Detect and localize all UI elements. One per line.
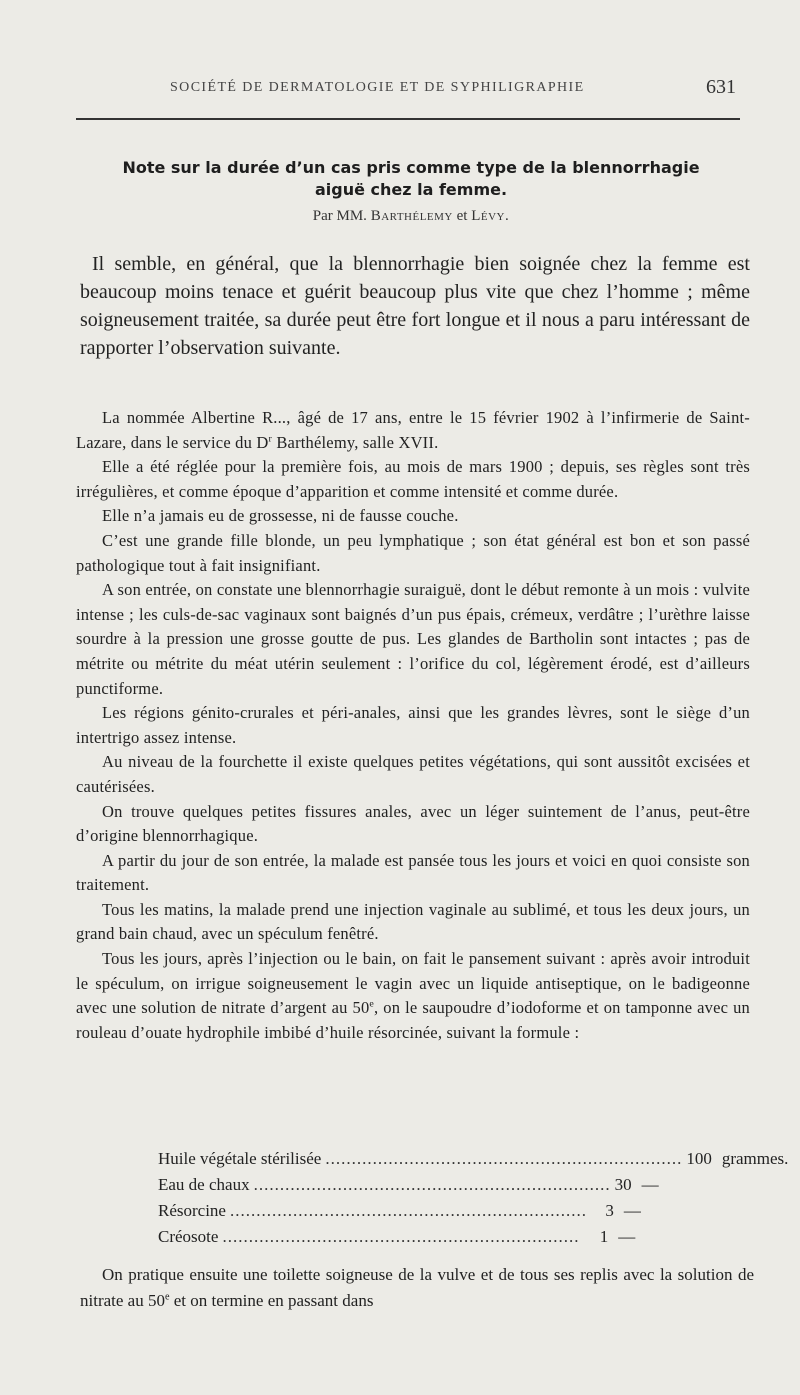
observation-body — [76, 406, 750, 1045]
formula-row — [158, 1172, 688, 1198]
ingredient-unit: — — [618, 1227, 636, 1246]
formula-row — [158, 1198, 688, 1224]
paragraph-1: La nommée Albertine R..., âgé de 17 ans, entre le 15 février 1902 à l’infirmerie de Saint-Lazare, dans le service du $D^r$ Barthélemy, salle XVII. — [76, 408, 750, 452]
paragraph-11: Tous les jours, après l’injection ou le bain, on fait le pansement suivant : après avoir introduit le spéculum, on irrigue soigneusement le vagin avec un liquide antiseptique, on le badigeonne avec une solution de nitrate d’argent au 50e, on le saupoudre d’iodoforme et on tamponne avec un rouleau d’ouate hydrophile imbibé d’huile résorcinée, suivant la formule : — [76, 949, 750, 1042]
ingredient-name: Résorcine — [158, 1201, 226, 1220]
formula-table — [158, 1146, 789, 1250]
leader-dots: .................................................................... — [325, 1149, 683, 1168]
ingredient-unit: — — [641, 1175, 659, 1194]
author-levy: Lévy. — [471, 208, 510, 224]
ingredient-name: Huile végétale stérilisée — [158, 1149, 322, 1168]
title-line-2: aiguë chez la femme. — [314, 180, 508, 199]
paragraph-4: C’est une grande fille blonde, un peu lymphatique ; son état général est bon et son passé pathologique tout à fait insignifiant. — [76, 530, 750, 575]
paragraph-5: A son entrée, on constate une blennorrhagie suraiguë, dont le début remonte à un mois : vulvite intense ; les culs-de-sac vaginaux sont baignés d’un pus épais, crémeux, verdâtre ; l’urèthre laisse sourdre à la pression une grosse goutte de pus. Les glandes de Bartholin sont intactes ; pas de métrite ou métrite du méat utérin seulement : l’orifice du col, légèrement érodé, est d’ailleurs punctiforme. — [76, 580, 750, 698]
paragraph-6: Les régions génito-crurales et péri-anales, ainsi que les grandes lèvres, sont le siège d’un intertrigo assez intense. — [76, 703, 750, 747]
ingredient-quantity: 3 — [605, 1201, 614, 1220]
ingredient-quantity: 100 — [686, 1149, 712, 1168]
paragraph-8: On trouve quelques petites fissures anales, avec un léger suintement de l’anus, peut-être d’origine blennorrhagique. — [76, 801, 750, 846]
page-number: 631 — [706, 76, 736, 98]
leader-dots: .................................................................... — [229, 1201, 587, 1220]
formula-row — [158, 1146, 789, 1172]
closing-paragraph: On pratique ensuite une toilette soigneuse de la vulve et de tous ses replis avec la solution de nitrate au 50e et on termine en passant dans — [80, 1265, 754, 1310]
paragraph-9: A partir du jour de son entrée, la malade est pansée tous les jours et voici en quoi consiste son traitement. — [76, 850, 750, 895]
leader-dots: .................................................................... — [253, 1175, 611, 1194]
ingredient-quantity: 1 — [599, 1227, 609, 1246]
article-authors — [76, 208, 746, 225]
authors-and: et — [456, 208, 468, 224]
intro-paragraph: Il semble, en général, que la blennorrhagie bien soignée chez la femme est beaucoup moins tenace et guérit beaucoup plus vite que chez l’homme ; même soigneusement traitée, sa durée peut être fort longue et il nous a paru intéressant de rapporter l’observation suivante. — [80, 253, 750, 359]
ingredient-name: Eau de chaux — [158, 1175, 250, 1194]
running-header — [80, 78, 740, 102]
leader-dots: .................................................................... — [222, 1227, 580, 1246]
formula-row — [158, 1224, 688, 1250]
paragraph-10: Tous les matins, la malade prend une injection vaginale au sublimé, et tous les deux jours, un grand bain chaud, avec un spéculum fenêtré. — [76, 899, 750, 944]
title-line-1: Note sur la durée d’un cas pris comme type de la blennorrhagie — [122, 158, 700, 177]
article-title — [76, 157, 746, 201]
author-barthelemy: Barthélemy — [370, 208, 453, 224]
ingredient-unit: — — [623, 1201, 641, 1220]
authors-prefix: Par MM. — [312, 208, 367, 224]
ingredient-quantity: 30 — [614, 1175, 632, 1194]
header-rule — [76, 118, 740, 120]
paragraph-3: Elle n’a jamais eu de grossesse, ni de fausse couche. — [102, 506, 459, 526]
ingredient-unit: grammes. — [721, 1149, 789, 1168]
paragraph-7: Au niveau de la fourchette il existe quelques petites végétations, qui sont aussitôt excisées et cautérisées. — [76, 752, 750, 796]
paragraph-2: Elle a été réglée pour la première fois, au mois de mars 1900 ; depuis, ses règles sont très irrégulières, et comme époque d’apparition et comme intensité et comme durée. — [76, 457, 750, 501]
running-title: SOCIÉTÉ DE DERMATOLOGIE ET DE SYPHILIGRAPHIE — [170, 80, 585, 95]
ingredient-name: Créosote — [158, 1227, 219, 1246]
